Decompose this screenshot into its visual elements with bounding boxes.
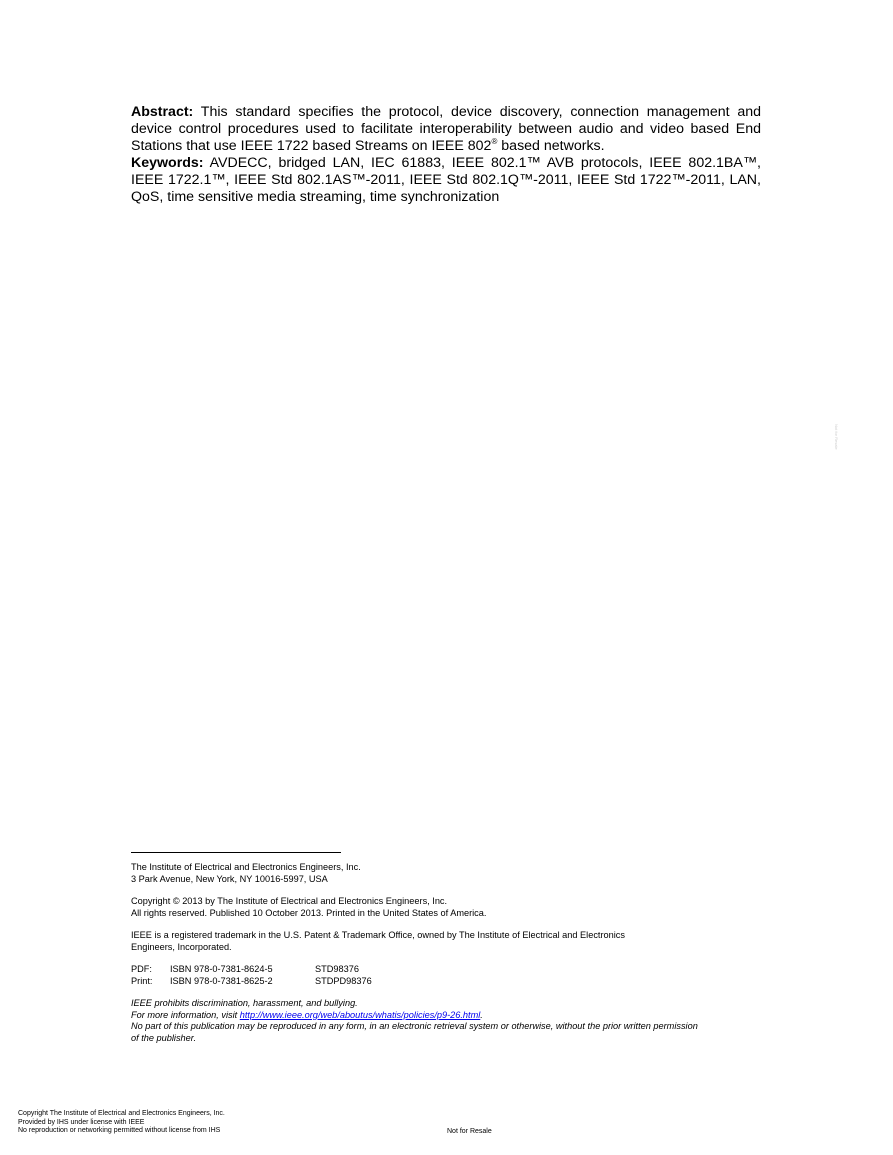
side-watermark: [832, 424, 840, 516]
abstract-section: [131, 104, 761, 206]
abstract-text: This standard specifies the protocol, device discovery, connection management and device control procedures used to facilitate interoperability between audio and video based End Stations that use IEEE 1722 based Streams on IEEE 802: [131, 104, 761, 154]
isbn-number: ISBN 978-0-7381-8624-5: [170, 964, 273, 974]
footer-reproduction: No reproduction or networking permitted without license from IHS: [18, 1127, 221, 1134]
registered-mark: ®: [491, 137, 498, 146]
abstract-label: Abstract:: [131, 104, 194, 120]
isbn-format-label: PDF:: [131, 964, 152, 974]
footer-provider: Provided by IHS under license with IEEE: [18, 1118, 145, 1126]
trademark-line-continued: Engineers, Incorporated.: [131, 941, 232, 952]
isbn-format-label: Print:: [131, 975, 153, 986]
keywords-label: Keywords:: [131, 155, 204, 171]
publisher-address: 3 Park Avenue, New York, NY 10016-5997, USA: [131, 873, 328, 884]
reproduction-notice: No part of this publication may be reproduced in any form, in an electronic retrieval system or otherwise, without the prior written permission: [131, 1021, 698, 1031]
isbn-code: STDPD98376: [315, 975, 372, 986]
reproduction-notice-continued: of the publisher.: [131, 1032, 197, 1043]
abstract-text-end: based networks.: [497, 138, 605, 154]
policy-link[interactable]: http://www.ieee.org/web/aboutus/whatis/policies/p9-26.html: [239, 1009, 481, 1020]
isbn-code: STD98376: [315, 964, 359, 974]
side-watermark-text: Not for Resale: [834, 424, 839, 450]
isbn-row-pdf: [131, 964, 763, 976]
footer-copyright: Copyright The Institute of Electrical and Electronics Engineers, Inc.: [18, 1110, 225, 1117]
copyright-line: Copyright © 2013 by The Institute of Electrical and Electronics Engineers, Inc.: [131, 896, 448, 906]
isbn-row-print: [131, 976, 763, 988]
footnote-divider: [131, 852, 341, 853]
publisher-name: The Institute of Electrical and Electronics Engineers, Inc.: [131, 862, 361, 872]
abstract-paragraph: [131, 104, 761, 155]
rights-line: All rights reserved. Published 10 October 2013. Printed in the United States of America.: [131, 907, 487, 918]
trademark-line: IEEE is a registered trademark in the U.S. Patent & Trademark Office, owned by The Institute of Electrical and Electronics: [131, 930, 625, 940]
policy-line: IEEE prohibits discrimination, harassment, and bullying.: [131, 998, 358, 1008]
keywords-text: AVDECC, bridged LAN, IEC 61883, IEEE 802.1™ AVB protocols, IEEE 802.1BA™, IEEE 1722.1™, IEEE Std 802.1AS™-2011, IEEE Std 802.1Q™-2011, IEEE Std 1722™-2011, LAN, QoS, time sensitive media streaming, time synchronization: [131, 155, 761, 205]
more-info-line: [131, 1010, 763, 1022]
keywords-paragraph: [131, 155, 761, 206]
imprint-section: [131, 862, 763, 1044]
more-info-prefix: For more information, visit: [131, 1009, 240, 1020]
more-info-suffix: .: [480, 1009, 483, 1020]
not-for-resale: Not for Resale: [447, 1128, 492, 1135]
isbn-number: ISBN 978-0-7381-8625-2: [170, 975, 273, 986]
license-footer: [18, 1110, 225, 1136]
